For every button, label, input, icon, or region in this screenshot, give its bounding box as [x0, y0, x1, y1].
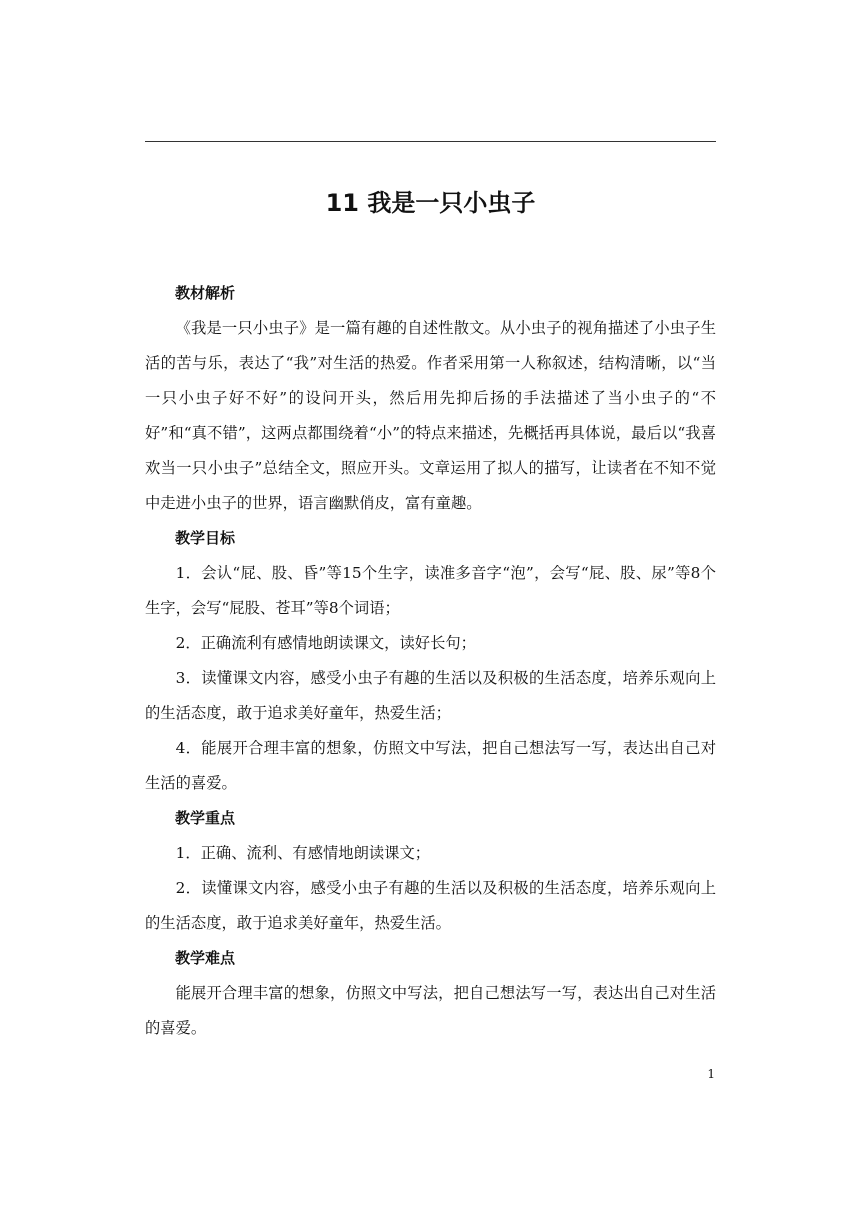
paragraph: 1．会认“屁、股、昏”等15个生字，读准多音字“泡”，会写“屁、股、尿”等8个生字，会写“屁股、苍耳”等8个词语； [145, 564, 716, 617]
section-heading: 教学目标 [175, 529, 236, 547]
paragraph: 能展开合理丰富的想象，仿照文中写法，把自己想法写一写，表达出自己对生活的喜爱。 [145, 984, 716, 1037]
paragraph: 2．正确流利有感情地朗读课文，读好长句； [175, 634, 476, 652]
page-number: 1 [707, 1067, 715, 1081]
header-rule [145, 141, 716, 142]
paragraph: 2．读懂课文内容，感受小虫子有趣的生活以及积极的生活态度，培养乐观向上的生活态度，敢于追求美好童年，热爱生活。 [145, 879, 716, 932]
section-heading: 教材解析 [175, 284, 236, 302]
document-body [145, 276, 716, 1046]
paragraph: 4．能展开合理丰富的想象，仿照文中写法，把自己想法写一写，表达出自己对生活的喜爱。 [145, 739, 716, 792]
paragraph: 1．正确、流利、有感情地朗读课文； [175, 844, 431, 862]
section-heading: 教学重点 [175, 809, 236, 827]
paragraph: 《我是一只小虫子》是一篇有趣的自述性散文。从小虫子的视角描述了小虫子生活的苦与乐，表达了“我”对生活的热爱。作者采用第一人称叙述，结构清晰，以“当一只小虫子好不好”的设问开头，然后用先抑后扬的手法描述了当小虫子的“不好”和“真不错”，这两点都围绕着“小”的特点来描述，先概括再具体说，最后以“我喜欢当一只小虫子”总结全文，照应开头。文章运用了拟人的描写，让读者在不知不觉中走进小虫子的世界，语言幽默俏皮，富有童趣。 [145, 319, 716, 512]
page-title: 11 我是一只小虫子 [325, 189, 536, 218]
paragraph: 3．读懂课文内容，感受小虫子有趣的生活以及积极的生活态度，培养乐观向上的生活态度，敢于追求美好童年，热爱生活； [145, 669, 716, 722]
section-heading: 教学难点 [175, 949, 236, 967]
